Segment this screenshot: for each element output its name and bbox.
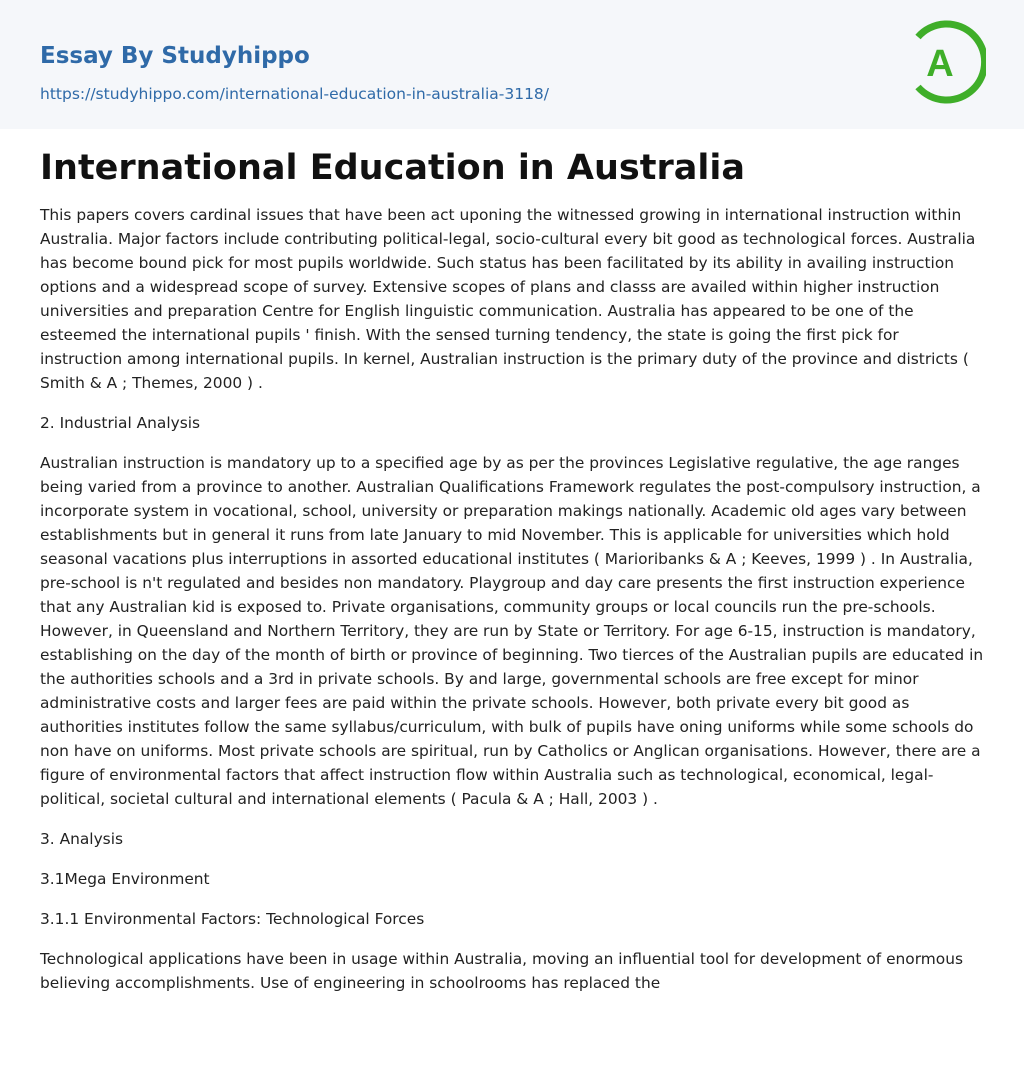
section-heading-industrial-analysis: 2. Industrial Analysis	[40, 414, 201, 432]
section-heading-mega-environment: 3.1Mega Environment	[40, 870, 210, 888]
site-header	[0, 0, 1024, 129]
paragraph-technological-forces: Technological applications have been in usage within Australia, moving an influential tool for development of enormous believing accomplishments. Use of engineering in schoolrooms has replaced the	[40, 950, 963, 992]
section-heading-analysis: 3. Analysis	[40, 830, 123, 848]
logo-letter: A	[926, 43, 954, 85]
brand-title[interactable]: Essay By Studyhippo	[40, 43, 310, 69]
source-url-link[interactable]: https://studyhippo.com/international-education-in-australia-3118/	[40, 85, 550, 103]
paragraph-industrial-analysis: Australian instruction is mandatory up to a specified age by as per the provinces Legislative regulative, the age ranges being varied from a province to another. Australian Qualifications Framework regulates the post-compulsory instruction, a incorporate system in vocational, school, university or preparation makings nationally. Academic old ages vary between establishments but in general it runs from late January to mid November. This is applicable for universities which hold seasonal vacations plus interruptions in assorted educational institutes ( Marioribanks & A ; Keeves, 1999 ) . In Australia, pre-school is n't regulated and besides non mandatory. Playgroup and day care presents the first instruction experience that any Australian kid is exposed to. Private organisations, community groups or local councils run the pre-schools. However, in Queensland and Northern Territory, they are run by State or Territory. For age 6-15, instruction is mandatory, establishing on the day of the month of birth or province of beginning. Two tierces of the Australian pupils are educated in the authorities schools and a 3rd in private schools. By and large, governmental schools are free except for minor administrative costs and larger fees are paid within the private schools. However, both private every bit good as authorities institutes follow the same syllabus/curriculum, with bulk of pupils have oning uniforms while some schools do non have on uniforms. Most private schools are spiritual, run by Catholics or Anglican organisations. However, there are a figure of environmental factors that affect instruction flow within Australia such as technological, economical, legal-political, societal cultural and international elements ( Pacula & A ; Hall, 2003 ) .	[40, 454, 984, 808]
paragraph-intro: This papers covers cardinal issues that have been act uponing the witnessed growing in international instruction within Australia. Major factors include contributing political-legal, socio-cultural every bit good as technological forces. Australia has become bound pick for most pupils worldwide. Such status has been facilitated by its ability in availing instruction options and a widespread scope of survey. Extensive scopes of plans and classs are availed within higher instruction universities and preparation Centre for English linguistic communication. Australia has appeared to be one of the esteemed the international pupils ' finish. With the sensed turning tendency, the state is going the first pick for instruction among international pupils. In kernel, Australian instruction is the primary duty of the province and districts ( Smith & A ; Themes, 2000 ) .	[40, 206, 976, 392]
page-title: International Education in Australia	[40, 148, 745, 188]
studyhippo-logo-icon[interactable]	[910, 19, 986, 105]
section-heading-technological-forces: 3.1.1 Environmental Factors: Technological Forces	[40, 910, 425, 928]
